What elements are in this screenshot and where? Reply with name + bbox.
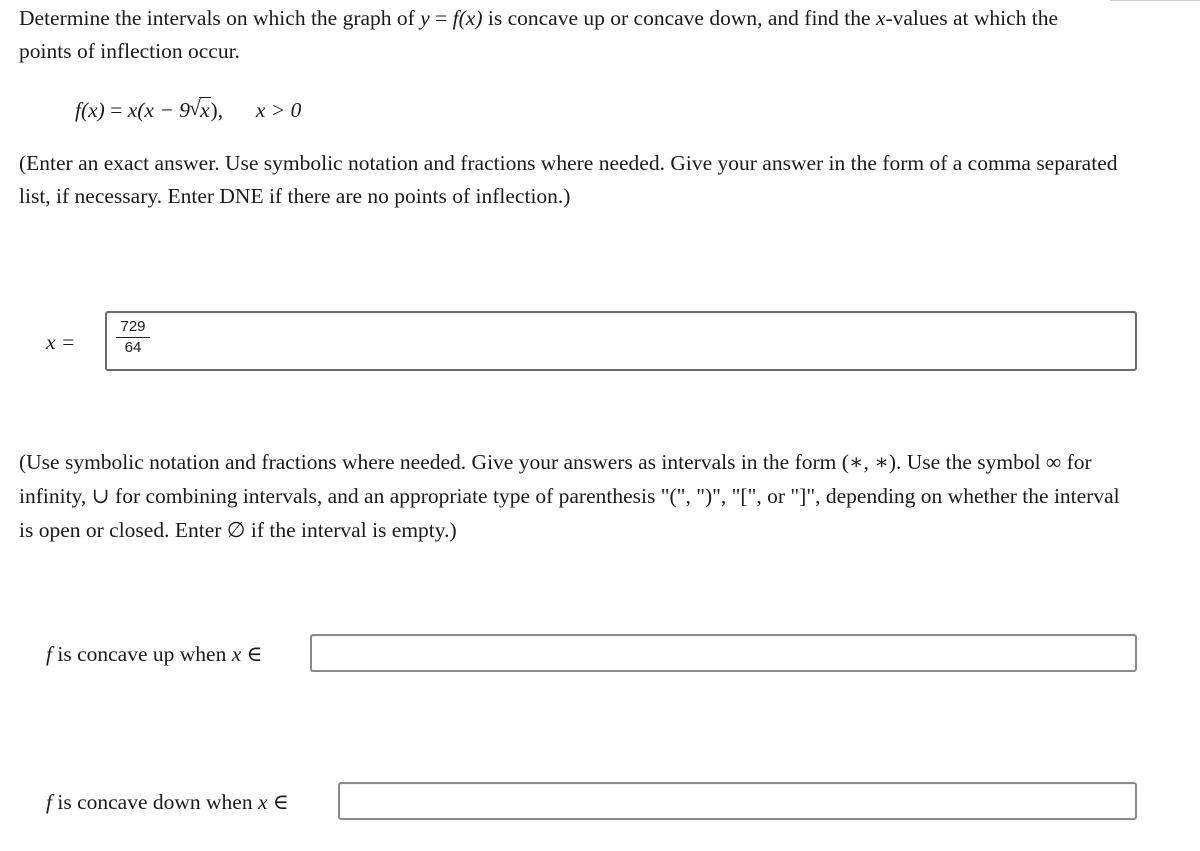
concave-down-f: f	[46, 790, 52, 814]
function-rhs-pre: x(x − 9	[127, 98, 190, 122]
concave-down-input[interactable]	[338, 782, 1137, 820]
concave-up-x: x	[231, 642, 242, 666]
function-condition: x > 0	[255, 98, 302, 122]
sqrt-arg: x	[200, 98, 210, 122]
math-eq: =	[429, 6, 453, 30]
inflection-fraction	[116, 318, 150, 357]
instruction2-line3: is open or closed. Enter ∅ if the interval is empty.)	[19, 518, 457, 542]
math-x: x	[875, 6, 886, 30]
concave-down-x: x	[257, 790, 268, 814]
instruction2-line1: (Use symbolic notation and fractions where needed. Give your answers as intervals in the form (∗, ∗). Use the symbol ∞ for	[19, 450, 1092, 474]
instruction-intervals	[19, 445, 1197, 547]
function-eq: =	[104, 98, 128, 122]
concave-up-in: ∈	[241, 642, 263, 666]
top-divider	[1110, 0, 1200, 1]
math-fx: f(x)	[452, 6, 483, 30]
fraction-numerator: 729	[120, 318, 146, 335]
inflection-answer-input[interactable]	[105, 311, 1137, 371]
problem-text-1: Determine the intervals on which the graph of	[19, 6, 415, 30]
instruction1-line2: list, if necessary. Enter DNE if there are no points of inflection.)	[19, 184, 571, 208]
math-y: y	[420, 6, 430, 30]
function-definition	[75, 96, 301, 124]
problem-text-4: points of inflection occur.	[19, 39, 240, 63]
function-lhs: f(x)	[75, 98, 105, 122]
instruction1-line1: (Enter an exact answer. Use symbolic notation and fractions where needed. Give your answer in the form of a comma separated	[19, 151, 1118, 175]
fraction-denominator: 64	[124, 339, 142, 356]
concave-up-label	[46, 640, 263, 668]
instruction-inflection	[19, 147, 1194, 213]
concave-up-text: is concave up when	[51, 642, 232, 666]
inflection-label: x =	[46, 330, 76, 354]
instruction2-line2: infinity, ∪ for combining intervals, and an appropriate type of parenthesis "(", ")", "[", or "]", depending on whether the interval	[19, 484, 1120, 508]
problem-text-2: is concave up or concave down, and find the	[482, 6, 876, 30]
sqrt-symbol: √ x	[189, 96, 210, 122]
fraction-bar	[116, 337, 150, 338]
concave-up-f: f	[46, 642, 52, 666]
function-rhs-post: ),	[210, 98, 224, 122]
concave-down-text: is concave down when	[51, 790, 258, 814]
problem-text-3: -values at which the	[885, 6, 1059, 30]
concave-up-input[interactable]	[310, 634, 1137, 672]
concave-down-label	[46, 788, 289, 816]
concave-down-in: ∈	[267, 790, 289, 814]
problem-statement	[19, 2, 1189, 68]
